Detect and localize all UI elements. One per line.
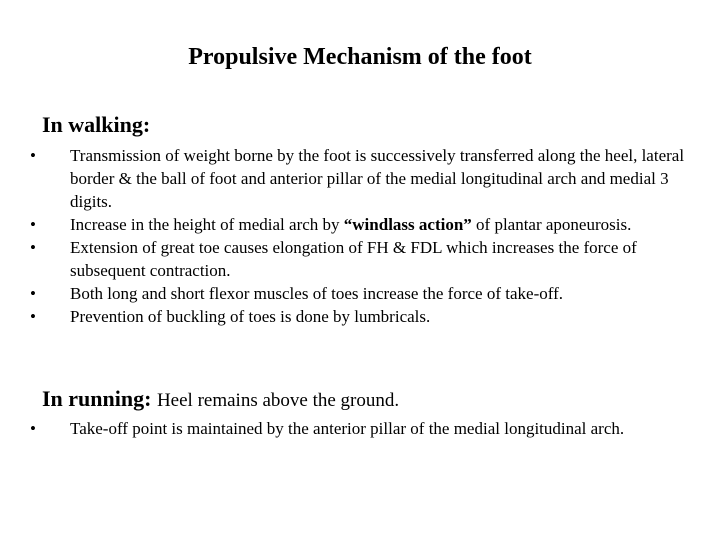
running-bullet-list <box>30 417 690 440</box>
walking-bullet-transmission: • Transmission of weight borne by the foot is successively transferred along the heel, lateral border & the ball of foot and anterior pillar of the medial longitudinal arch and medial 3 digits. <box>30 144 690 213</box>
windlass-text-after: of plantar aponeurosis. <box>471 215 632 234</box>
windlass-text-before: Increase in the height of medial arch by <box>70 215 344 234</box>
running-heading-note: Heel remains above the ground. <box>156 390 400 411</box>
walking-bullet-list <box>30 144 690 328</box>
walking-bullet-lumbricals: • Prevention of buckling of toes is done by lumbricals. <box>30 305 690 328</box>
walking-heading <box>42 112 150 138</box>
walking-bullet-windlass <box>30 213 690 236</box>
running-heading <box>42 386 399 414</box>
walking-heading-label: In walking: <box>42 112 151 137</box>
running-bullet-take-off: • Take-off point is maintained by the anterior pillar of the medial longitudinal arch. <box>30 417 690 440</box>
running-heading-label: In running: <box>42 386 152 411</box>
slide-title: Propulsive Mechanism of the foot <box>188 44 532 70</box>
windlass-emphasis: “windlass action” <box>343 215 472 234</box>
walking-bullet-great-toe: • Extension of great toe causes elongation of FH & FDL which increases the force of subsequent contraction. <box>30 236 690 282</box>
walking-bullet-flexor-muscles: • Both long and short flexor muscles of toes increase the force of take-off. <box>30 282 690 305</box>
